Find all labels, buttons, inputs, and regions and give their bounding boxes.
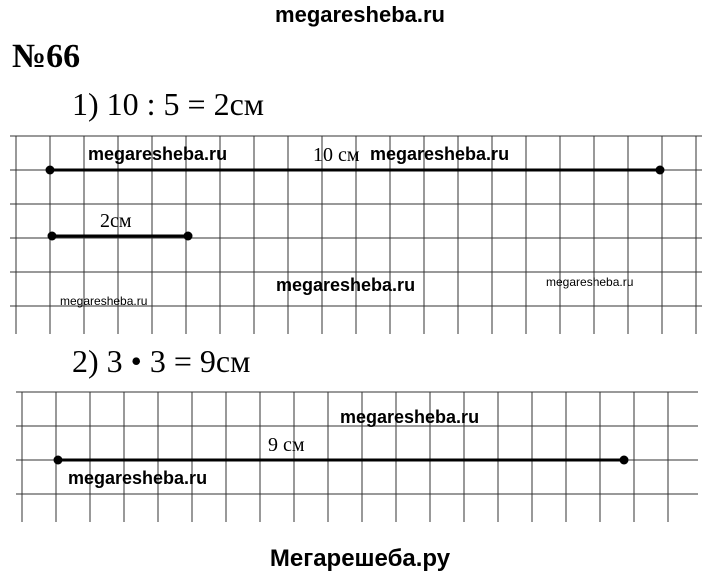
segment-2cm-end-point (184, 232, 193, 241)
segment-10cm-end-point (656, 166, 665, 175)
segment-2cm-start-point (48, 232, 57, 241)
watermark: megaresheba.ru (340, 407, 480, 427)
segment-9cm-start-point (54, 456, 63, 465)
grid-2 (0, 384, 720, 524)
watermark: megaresheba.ru (68, 468, 208, 488)
site-footer: Мегарешеба.ру (269, 545, 451, 572)
segment-10cm-start-point (46, 166, 55, 175)
watermark: megaresheba.ru (370, 144, 510, 164)
label-10cm: 10 см (313, 144, 360, 166)
equation-2: 2) 3 • 3 = 9см (72, 343, 251, 379)
watermark: megaresheba.ru (60, 294, 148, 308)
task-number: №66 (12, 38, 81, 75)
watermark: megaresheba.ru (276, 275, 416, 295)
label-9cm: 9 см (268, 434, 305, 456)
equation-1: 1) 10 : 5 = 2см (72, 86, 265, 122)
watermark: megaresheba.ru (546, 275, 634, 289)
label-2cm: 2см (100, 210, 132, 232)
watermark: megaresheba.ru (88, 144, 228, 164)
segment-9cm-end-point (620, 456, 629, 465)
site-header: megaresheba.ru (275, 2, 445, 27)
